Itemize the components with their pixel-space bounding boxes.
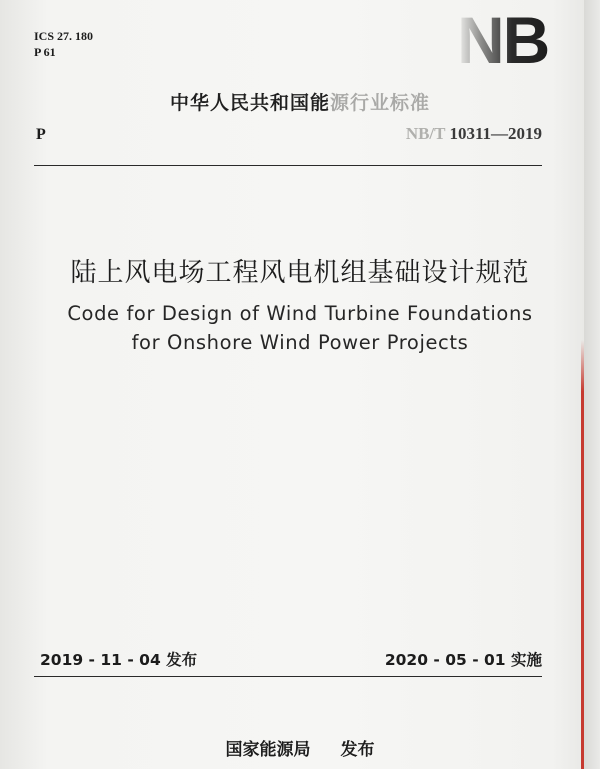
authority-text-dark: 中华人民共和国能 bbox=[169, 92, 330, 114]
ics-code: ICS 27. 180 bbox=[34, 29, 94, 43]
publisher-action: 发布 bbox=[340, 740, 375, 760]
title-english-line2: for Onshore Wind Power Projects bbox=[131, 331, 469, 354]
implementation-date: 2020 - 05 - 01 实施 bbox=[384, 651, 542, 669]
classification-codes bbox=[34, 28, 93, 60]
title-english-line1: Code for Design of Wind Turbine Foundations bbox=[67, 302, 533, 325]
standard-prefix: NB/T bbox=[405, 124, 446, 143]
authority-text-faded: 源行业标准 bbox=[330, 92, 431, 114]
issue-date: 2019 - 11 - 04 发布 bbox=[40, 651, 198, 669]
page-edge-shadow bbox=[584, 0, 600, 769]
bottom-divider bbox=[34, 676, 542, 677]
publisher-line bbox=[0, 735, 600, 760]
standard-code: 10311—2019 bbox=[449, 124, 542, 143]
title-chinese: 陆上风电场工程风电机组基础设计规范 bbox=[70, 258, 530, 288]
nb-logo-icon: NB bbox=[457, 8, 557, 72]
ccs-code: P 61 bbox=[34, 45, 56, 59]
standard-number bbox=[406, 124, 542, 144]
publisher-name: 国家能源局 bbox=[225, 740, 311, 760]
red-edge-line bbox=[581, 340, 584, 769]
top-divider bbox=[34, 165, 542, 166]
category-letter: P bbox=[36, 126, 46, 143]
issuing-authority-heading bbox=[0, 88, 600, 115]
